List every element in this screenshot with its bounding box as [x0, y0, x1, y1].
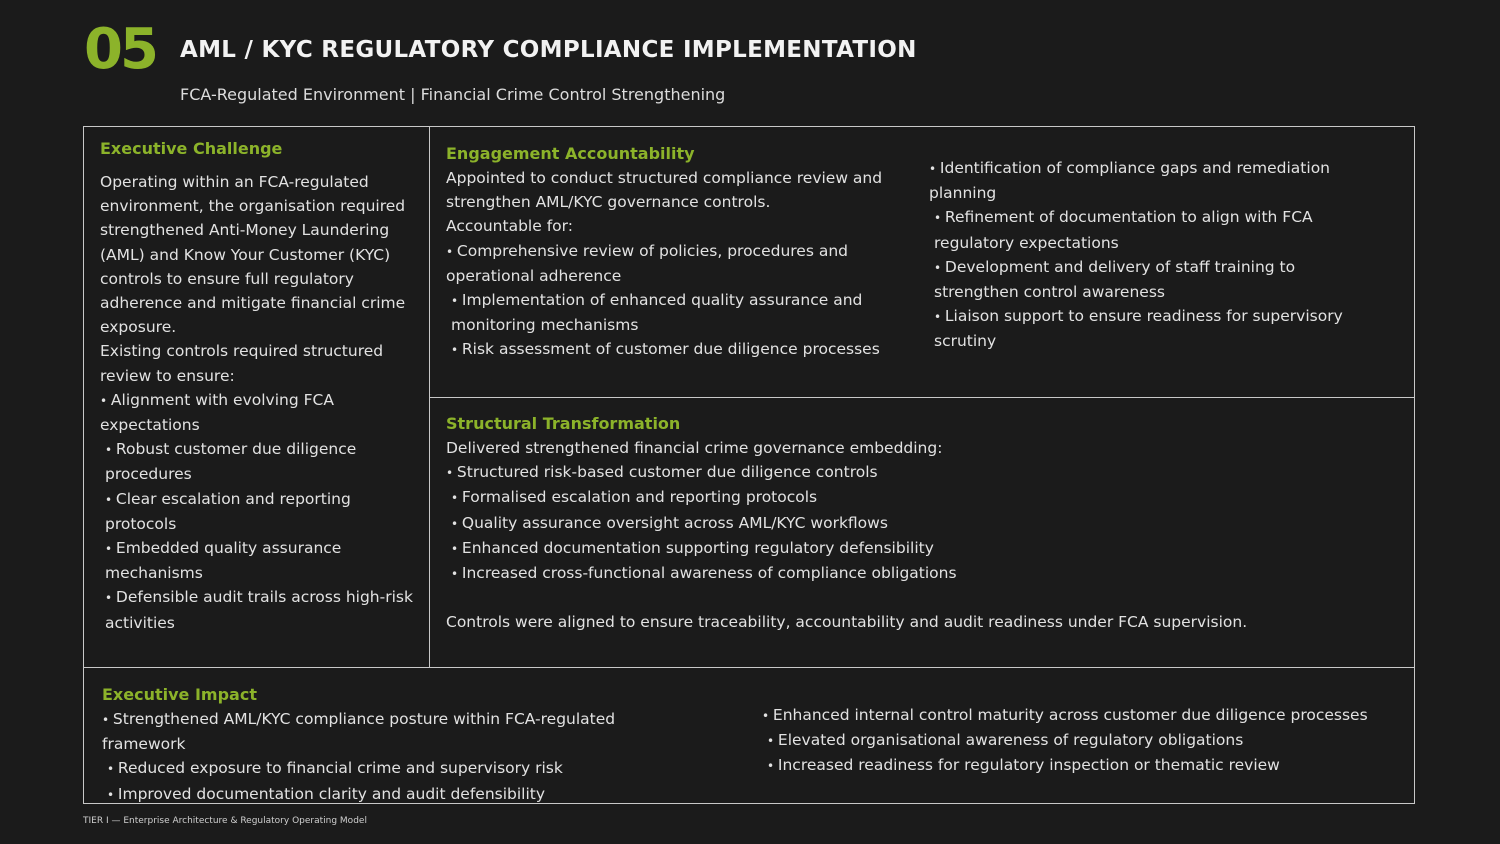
list-item: • Risk assessment of customer due diligence processes — [446, 337, 918, 362]
list-item: • Improved documentation clarity and audit defensibility — [102, 782, 702, 807]
list-item: • Alignment with evolving FCA expectations — [100, 388, 418, 437]
executive-impact-panel — [83, 667, 1415, 804]
structural-transformation-panel — [429, 397, 1415, 668]
engagement-lead: Accountable for: — [446, 217, 573, 236]
list-item: • Elevated organisational awareness of regulatory obligations — [762, 728, 1382, 753]
list-item: • Reduced exposure to financial crime and supervisory risk — [102, 756, 702, 781]
list-item: • Clear escalation and reporting protocols — [100, 487, 418, 536]
transformation-lead: Delivered strengthened financial crime governance embedding: — [446, 439, 943, 457]
list-item: • Increased readiness for regulatory inspection or thematic review — [762, 753, 1382, 778]
list-item: • Refinement of documentation to align with FCA regulatory expectations — [929, 205, 1379, 254]
list-item: • Implementation of enhanced quality assurance and monitoring mechanisms — [446, 288, 918, 337]
list-item: • Robust customer due diligence procedures — [100, 437, 418, 486]
list-item: • Quality assurance oversight across AML/KYC workflows — [446, 511, 1396, 536]
list-item: • Comprehensive review of policies, procedures and operational adherence — [446, 239, 918, 288]
executive-challenge-panel — [83, 126, 430, 668]
list-item: • Development and delivery of staff training to strengthen control awareness — [929, 255, 1379, 304]
list-item: • Structured risk-based customer due diligence controls — [446, 460, 1396, 485]
engagement-heading: Engagement Accountability — [446, 144, 695, 163]
executive-challenge-lead: Existing controls required structured review to ensure: — [100, 342, 384, 385]
section-number: 05 — [84, 17, 156, 82]
impact-heading: Executive Impact — [102, 685, 257, 704]
engagement-intro: Appointed to conduct structured compliance review and strengthen AML/KYC governance controls. — [446, 169, 883, 212]
footer-text: TIER I — Enterprise Architecture & Regulatory Operating Model — [83, 816, 367, 826]
list-item: • Formalised escalation and reporting protocols — [446, 485, 1396, 510]
list-item: • Embedded quality assurance mechanisms — [100, 536, 418, 585]
list-item: • Increased cross-functional awareness of compliance obligations — [446, 561, 1396, 586]
page-title: AML / KYC REGULATORY COMPLIANCE IMPLEMENTATION — [180, 37, 917, 63]
executive-challenge-intro: Operating within an FCA-regulated environment, the organisation required strengthened Anti-Money Laundering (AML) and Know Your Customer (KYC) controls to ensure full regulatory adherence and mitigate financial crime exposure. — [100, 173, 406, 337]
list-item: • Identification of compliance gaps and remediation planning — [929, 156, 1379, 205]
transformation-closing: Controls were aligned to ensure traceability, accountability and audit readiness under FCA supervision. — [446, 613, 1248, 632]
list-item: • Enhanced documentation supporting regulatory defensibility — [446, 536, 1396, 561]
engagement-accountability-panel — [429, 126, 1415, 398]
page-subtitle: FCA-Regulated Environment | Financial Crime Control Strengthening — [180, 85, 726, 104]
list-item: • Strengthened AML/KYC compliance posture within FCA-regulated framework — [102, 707, 702, 756]
list-item: • Liaison support to ensure readiness for supervisory scrutiny — [929, 304, 1379, 353]
list-item: • Enhanced internal control maturity across customer due diligence processes — [762, 703, 1382, 728]
executive-challenge-heading: Executive Challenge — [100, 139, 283, 158]
transformation-heading: Structural Transformation — [446, 414, 681, 433]
list-item: • Defensible audit trails across high-risk activities — [100, 585, 418, 634]
